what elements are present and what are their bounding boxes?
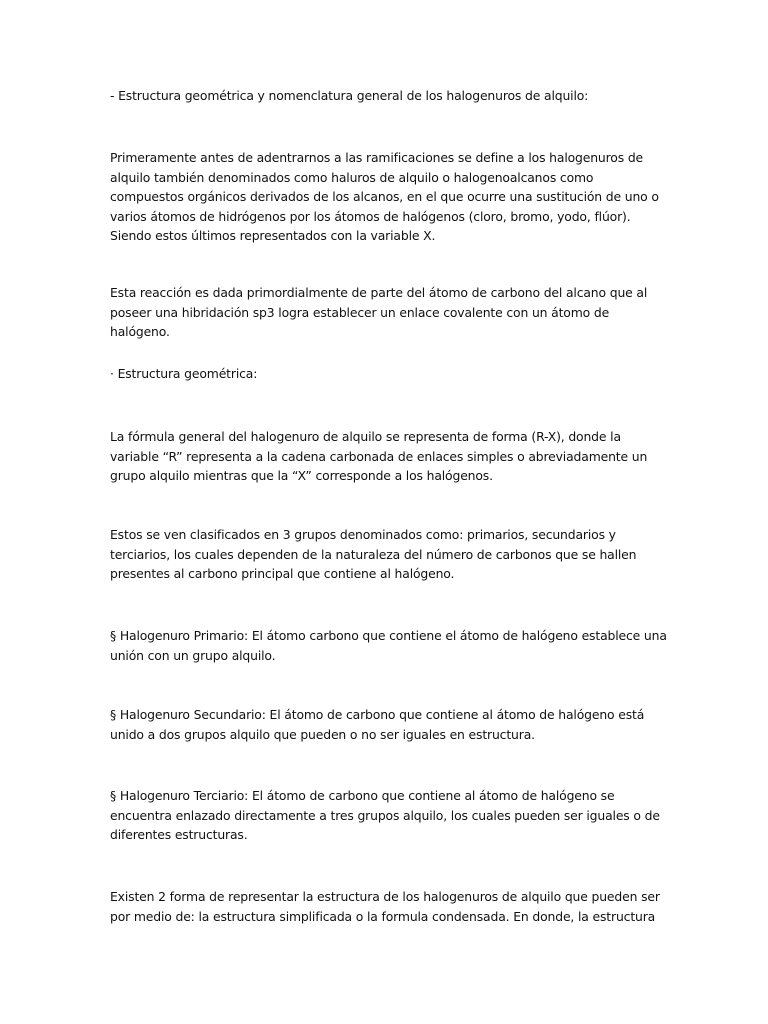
tertiary-halide-item: § Halogenuro Terciario: El átomo de carbono que contiene al átomo de halógeno se encuentra enlazado directamente a tres grupos alquilo, los cuales pueden ser iguales o de diferentes estructuras. <box>110 788 660 843</box>
classification-paragraph: Estos se ven clasificados en 3 grupos denominados como: primarios, secundarios y terciarios, los cuales dependen de la naturaleza del número de carbonos que se hallen presentes al carbono principal que contiene al halógeno. <box>110 527 637 582</box>
reaction-paragraph: Esta reacción es dada primordialmente de parte del átomo de carbono del alcano que al poseer una hibridación sp3 logra establecer un enlace covalente con un átomo de halógeno. <box>110 285 648 340</box>
intro-paragraph: Primeramente antes de adentrarnos a las ramificaciones se define a los halogenuros de alquilo también denominados como haluros de alquilo o halogenoalcanos como compuestos orgánicos derivados de los alcanos, en el que ocurre una sustitución de uno o varios átomos de hidrógenos por los átomos de halógenos (cloro, bromo, yodo, flúor). Siendo estos últimos representados con la variable X. <box>110 150 659 244</box>
subsection-heading: · Estructura geométrica: <box>110 366 258 381</box>
section-heading: - Estructura geométrica y nomenclatura general de los halogenuros de alquilo: <box>110 88 589 103</box>
formula-paragraph: La fórmula general del halogenuro de alquilo se representa de forma (R-X), donde la variable “R” representa a la cadena carbonada de enlaces simples o abreviadamente un grupo alquilo mientras que la “X” corresponde a los halógenos. <box>110 429 648 484</box>
primary-halide-item: § Halogenuro Primario: El átomo carbono que contiene el átomo de halógeno establece una unión con un grupo alquilo. <box>110 628 667 663</box>
representation-paragraph: Existen 2 forma de representar la estructura de los halogenuros de alquilo que pueden ser por medio de: la estructura simplificada o la formula condensada. En donde, la estructura <box>110 889 660 924</box>
secondary-halide-item: § Halogenuro Secundario: El átomo de carbono que contiene al átomo de halógeno está unido a dos grupos alquilo que pueden o no ser iguales en estructura. <box>110 707 645 742</box>
